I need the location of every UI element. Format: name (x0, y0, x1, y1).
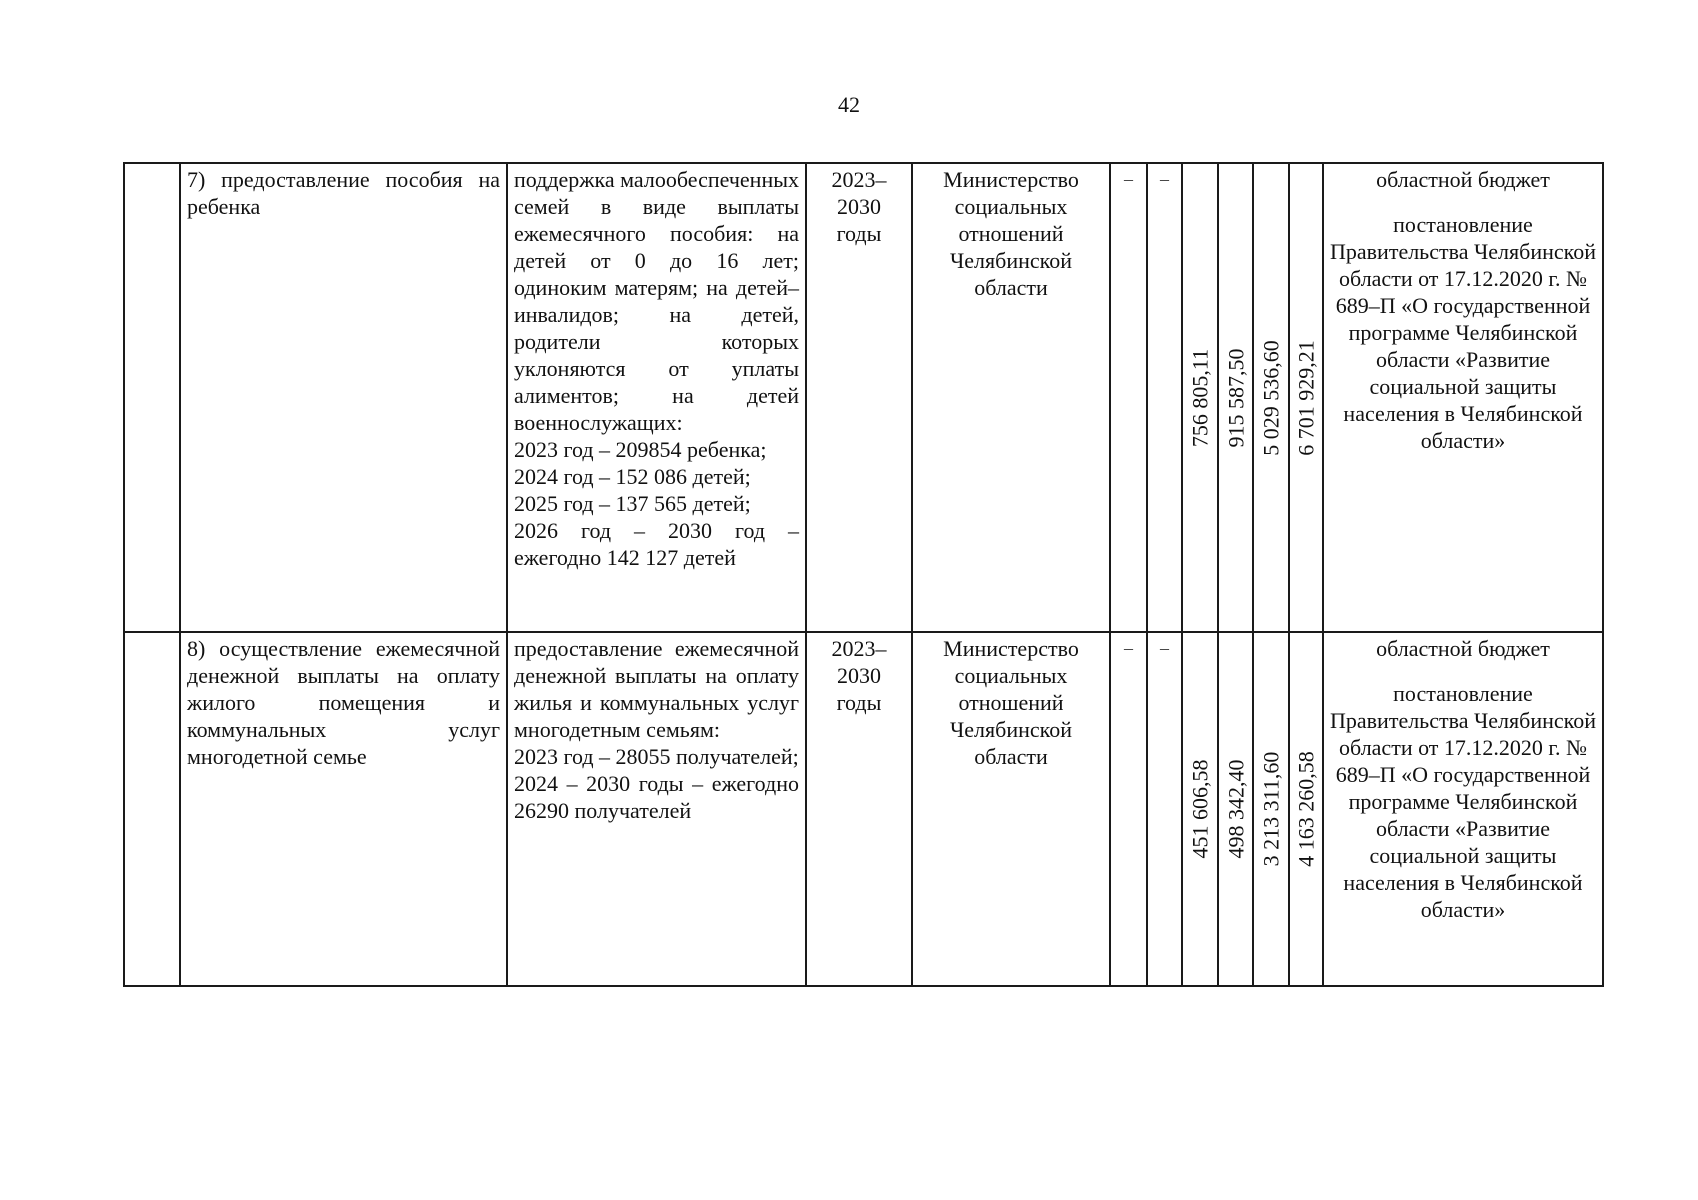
description-line: поддержка малообеспеченных семей в виде выплаты ежемесячного пособия: на детей от 0 до 16 лет; одиноким матерям; на детей–инвалидов; на детей, родители которых уклоняются от уплаты алиментов; на детей военнослужащих: (514, 167, 799, 435)
legal-basis-text: постановление Правительства Челябинской области от 17.12.2020 г. № 689–П «О государственной программе Челябинской области «Развитие социальной защиты населения в Челябинской области» (1330, 681, 1596, 922)
amount-cell (1253, 632, 1289, 986)
row-number-cell (124, 163, 180, 632)
table-row (124, 632, 1603, 986)
empty-value-mark: – (1160, 638, 1169, 658)
amount-cell (1289, 163, 1323, 632)
amount-value: 498 342,40 (1223, 759, 1248, 859)
period-cell: 2023– 2030 годы (806, 163, 912, 632)
regional-budget-cell (1147, 632, 1182, 986)
funding-source-title: областной бюджет (1376, 636, 1550, 661)
legal-basis-text: постановление Правительства Челябинской области от 17.12.2020 г. № 689–П «О государственной программе Челябинской области «Развитие социальной защиты населения в Челябинской области» (1330, 212, 1596, 453)
amount-cell (1253, 163, 1289, 632)
amount-cell (1289, 632, 1323, 986)
period-cell: 2023– 2030 годы (806, 632, 912, 986)
measure-name-cell: 7) предоставление пособия на ребенка (180, 163, 507, 632)
amount-value: 756 805,11 (1187, 348, 1213, 447)
amount-value: 6 701 929,21 (1293, 339, 1319, 456)
amount-value: 3 213 311,60 (1258, 751, 1284, 867)
row-number-cell (124, 632, 180, 986)
description-line: 2023 год – 28055 получателей; (514, 744, 799, 769)
amount-cell (1182, 163, 1218, 632)
description-line: 2023 год – 209854 ребенка; (514, 437, 767, 462)
executor-cell: Министерство социальных отношений Челябинской области (912, 632, 1110, 986)
amount-value: 5 029 536,60 (1258, 339, 1284, 456)
federal-budget-cell (1110, 163, 1147, 632)
amount-value: 915 587,50 (1223, 348, 1248, 447)
page-number: 42 (838, 92, 860, 117)
description-line: 2024 – 2030 годы – ежегодно 26290 получателей (514, 771, 799, 823)
amount-cell (1182, 632, 1218, 986)
funding-source-title: областной бюджет (1376, 167, 1550, 192)
federal-budget-cell (1110, 632, 1147, 986)
description-line: 2024 год – 152 086 детей; (514, 464, 751, 489)
funding-source-cell (1323, 632, 1603, 986)
measure-name-cell: 8) осуществление ежемесячной денежной выплаты на оплату жилого помещения и коммунальных услуг многодетной семье (180, 632, 507, 986)
funding-source-cell (1323, 163, 1603, 632)
empty-value-mark: – (1124, 638, 1133, 658)
amount-cell (1218, 163, 1253, 632)
amount-cell (1218, 632, 1253, 986)
description-line: предоставление ежемесячной денежной выплаты на оплату жилья и коммунальных услуг многодетным семьям: (514, 636, 799, 742)
description-line: 2026 год – 2030 год – ежегодно 142 127 детей (514, 518, 799, 570)
regional-budget-cell (1147, 163, 1182, 632)
description-line: 2025 год – 137 565 детей; (514, 491, 751, 516)
amount-value: 4 163 260,58 (1293, 751, 1319, 867)
measure-description-cell (507, 163, 806, 632)
measure-description-cell (507, 632, 806, 986)
amount-value: 451 606,58 (1187, 759, 1213, 859)
program-table (123, 162, 1604, 987)
empty-value-mark: – (1124, 169, 1133, 189)
empty-value-mark: – (1160, 169, 1169, 189)
executor-cell: Министерство социальных отношений Челябинской области (912, 163, 1110, 632)
table-row (124, 163, 1603, 632)
